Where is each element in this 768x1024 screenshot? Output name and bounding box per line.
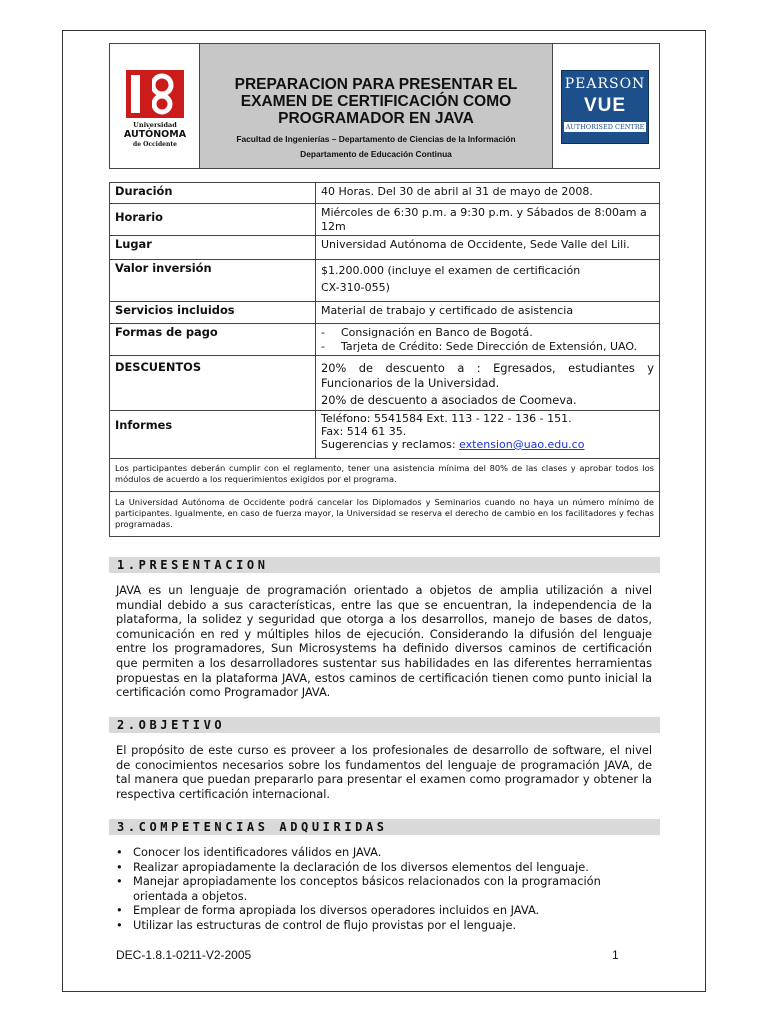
- sugerencias-label: Sugerencias y reclamos:: [321, 438, 456, 451]
- university-name-line2: AUTÓNOMA: [123, 129, 187, 140]
- pearson-logo: [553, 44, 659, 168]
- valor-value: [316, 260, 660, 302]
- vue-mark: VUE: [583, 95, 627, 116]
- authorised-centre-label: AUTHORISED CENTRE: [565, 123, 645, 131]
- servicios-value: Material de trabajo y certificado de asistencia: [316, 302, 660, 324]
- course-info-table: [109, 182, 660, 537]
- document-title: PREPARACION PARA PRESENTAR EL EXAMEN DE CERTIFICACIÓN COMO PROGRAMADOR EN JAVA: [234, 76, 518, 127]
- section-heading-presentacion: 1.PRESENTACION: [109, 557, 660, 573]
- informes-value: [316, 411, 660, 459]
- lugar-value: Universidad Autónoma de Occidente, Sede Valle del Lili.: [316, 236, 660, 260]
- duracion-value: 40 Horas. Del 30 de abril al 31 de mayo de 2008.: [316, 183, 660, 204]
- fax-text: Fax: 514 61 35.: [321, 425, 407, 438]
- lugar-label: Lugar: [110, 236, 316, 260]
- list-item: - Consignación en Banco de Bogotá.: [321, 326, 533, 339]
- duracion-label: Duración: [110, 183, 316, 204]
- table-row: [110, 204, 660, 236]
- descuentos-label: DESCUENTOS: [110, 356, 316, 411]
- list-item: • Realizar apropiadamente la declaración de los diversos elementos del lenguaje.: [116, 860, 652, 875]
- sugerencias-line: [321, 438, 654, 451]
- attendance-note: Los participantes deberán cumplir con el reglamento, tener una asistencia mínima del 80% de las clases y aprobar todos los módulos de acuerdo a los requerimientos exigidos por el programa.: [110, 459, 660, 492]
- descuentos-value: [316, 356, 660, 411]
- valor-label: Valor inversión: [110, 260, 316, 302]
- telefono-text: Teléfono: 5541584 Ext. 113 - 122 - 136 - 151.: [321, 412, 572, 425]
- valor-line1: $1.200.000 (incluye el examen de certificación: [321, 264, 581, 277]
- pearson-name: PEARSON: [564, 76, 646, 92]
- list-item: • Emplear de forma apropiada los diversos operadores incluidos en JAVA.: [116, 903, 652, 918]
- page-number: 1: [612, 948, 619, 962]
- section-heading-competencias: 3.COMPETENCIAS ADQUIRIDAS: [109, 819, 660, 835]
- table-row: [110, 236, 660, 260]
- formas-pago-label: Formas de pago: [110, 324, 316, 356]
- list-item: • Manejar apropiadamente los conceptos básicos relacionados con la programación orientada a objetos.: [116, 874, 652, 903]
- section-heading-objetivo: 2.OBJETIVO: [109, 717, 660, 733]
- list-item: - Tarjeta de Crédito: Sede Dirección de Extensión, UAO.: [321, 339, 638, 353]
- email-link[interactable]: extension@uao.edu.co: [459, 438, 585, 451]
- list-item: • Conocer los identificadores válidos en JAVA.: [116, 845, 652, 860]
- document-code: DEC-1.8.1-0211-V2-2005: [116, 948, 252, 962]
- university-name-line1: Universidad: [133, 121, 177, 129]
- horario-label: Horario: [110, 204, 316, 236]
- table-row: [110, 411, 660, 459]
- table-row: [110, 260, 660, 302]
- document-header: [109, 43, 660, 169]
- table-row: [110, 459, 660, 492]
- document-subtitle: Facultad de Ingenierías – Departamento de Ciencias de la Información Departamento de Educación Continua: [236, 134, 516, 159]
- formas-pago-value: [316, 324, 660, 356]
- horario-value: Miércoles de 6:30 p.m. a 9:30 p.m. y Sábados de 8:00am a 12m: [316, 204, 660, 236]
- table-row: [110, 492, 660, 537]
- servicios-label: Servicios incluidos: [110, 302, 316, 324]
- university-name-line3: de Occidente: [133, 141, 177, 148]
- table-row: [110, 356, 660, 411]
- informes-label: Informes: [110, 411, 316, 459]
- table-row: [110, 324, 660, 356]
- competencias-list: [116, 845, 652, 933]
- table-row: [110, 302, 660, 324]
- descuento-line1: 20% de descuento a : Egresados, estudiantes y Funcionarios de la Universidad.: [321, 361, 654, 390]
- cancellation-note: La Universidad Autónoma de Occidente podrá cancelar los Diplomados y Seminarios cuando no haya un número mínimo de participantes. Igualmente, en caso de fuerza mayor, la Universidad se reserva el derecho de cambio en los facilitadores y fechas programadas.: [110, 492, 660, 537]
- uao-emblem-icon: [126, 70, 184, 118]
- title-block: [200, 44, 553, 168]
- objetivo-text: El propósito de este curso es proveer a los profesionales de desarrollo de software, el nivel de conocimientos necesarios sobre los fundamentos del lenguaje de programación JAVA, de tal manera que puedan prepararlo para presentar el examen como programador y obtener la respectiva certificación internacional.: [116, 743, 652, 801]
- table-row: [110, 183, 660, 204]
- valor-line2: CX-310-055): [321, 281, 390, 294]
- presentacion-text: JAVA es un lenguaje de programación orientado a objetos de amplia utilización a nivel mundial debido a sus características, entre las que se encuentran, la independencia de la plataforma, la solidez y seguridad que otorga a los desarrollos, manejo de bases de datos, comunicación en red y múltiples hilos de ejecución. Considerando la difusión del lenguaje entre los programadores, Sun Microsystems ha definido diversos caminos de certificación que permiten a los desarrolladores sustentar sus habilidades en las diferentes herramientas propuestas en la plataforma JAVA, estos caminos de certificación tienen como punto inicial la certificación como Programador JAVA.: [116, 583, 652, 700]
- university-logo: [110, 44, 200, 168]
- descuento-line2: 20% de descuento a asociados de Coomeva.: [321, 393, 577, 407]
- pearson-vue-badge: [561, 70, 649, 144]
- list-item: • Utilizar las estructuras de control de flujo provistas por el lenguaje.: [116, 918, 652, 933]
